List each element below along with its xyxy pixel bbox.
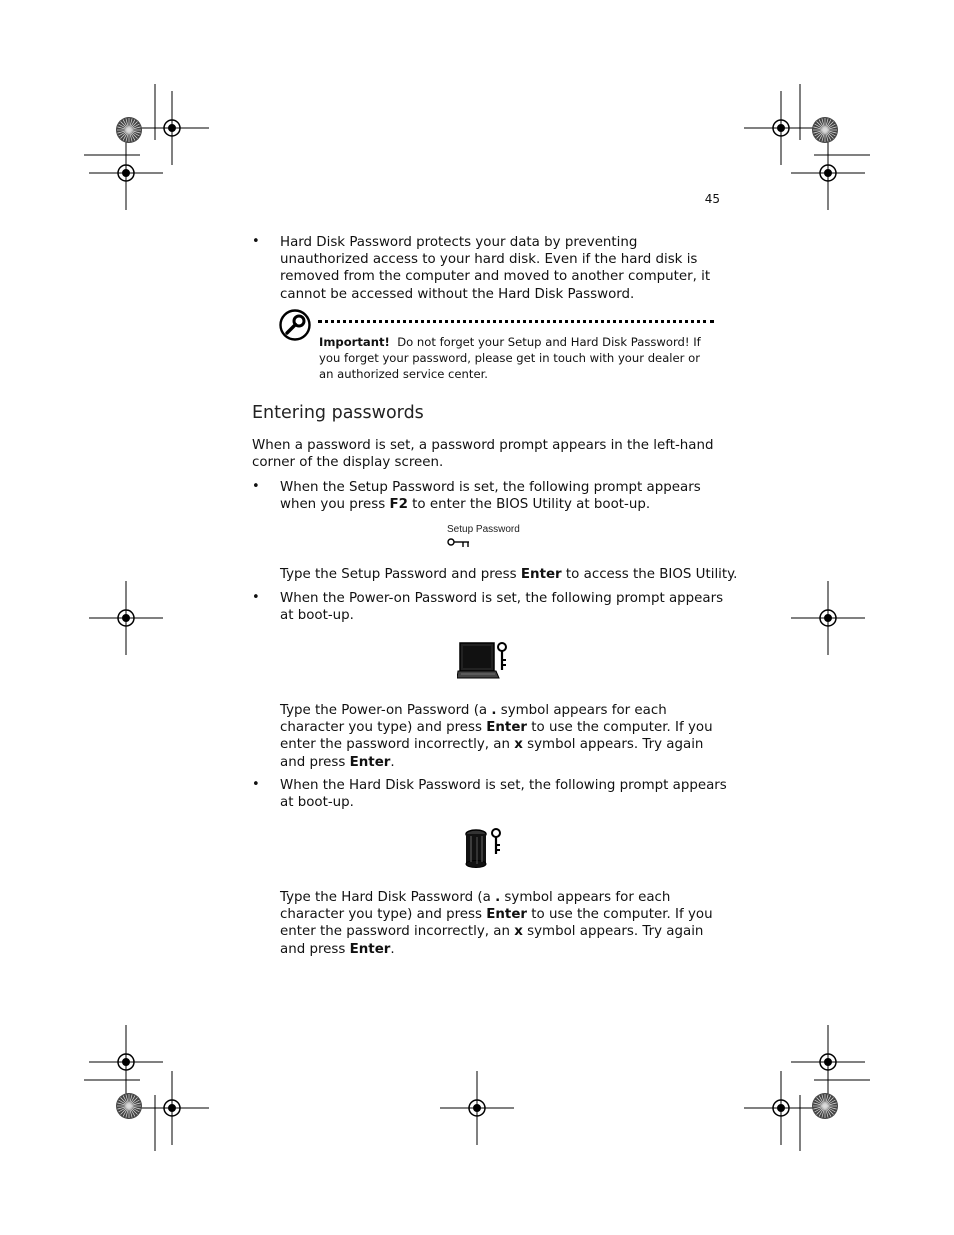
text-line: When a password is set, a password prompt appears in the left-hand bbox=[252, 438, 714, 453]
text-span: to use the computer. If you bbox=[527, 907, 713, 923]
text-line bbox=[280, 906, 730, 923]
text-span: and press bbox=[280, 941, 350, 957]
text-span: Type the Power-on Password (a bbox=[280, 703, 492, 718]
harddisk-instruction bbox=[280, 889, 730, 958]
text-span: symbol appears for each bbox=[500, 890, 671, 905]
text-line: When the Setup Password is set, the following prompt appears bbox=[280, 480, 701, 495]
disk-key-icon bbox=[463, 826, 505, 868]
note-text: Do not forget your Setup and Hard Disk Password! If bbox=[397, 335, 701, 349]
harddisk-description bbox=[280, 777, 730, 811]
text-span: symbol appears. Try again bbox=[522, 737, 704, 753]
x-symbol: x bbox=[514, 924, 523, 940]
bullet-marker: • bbox=[252, 590, 260, 605]
text-span: to use the computer. If you bbox=[527, 720, 713, 736]
key-name: Enter bbox=[520, 567, 562, 582]
text-line bbox=[280, 754, 730, 771]
poweron-instruction bbox=[280, 702, 730, 771]
bullet-marker: • bbox=[252, 777, 260, 792]
key-icon bbox=[447, 537, 471, 549]
text-line: at boot-up. bbox=[280, 795, 354, 811]
registration-mark-icon bbox=[89, 136, 163, 210]
registration-mark-icon bbox=[89, 581, 163, 655]
important-note bbox=[319, 335, 719, 382]
text-span: to access the BIOS Utility. bbox=[561, 567, 738, 582]
intro-paragraph bbox=[252, 437, 722, 471]
key-name: Enter bbox=[486, 907, 528, 923]
bullet-marker: • bbox=[252, 234, 260, 249]
text-span: symbol appears for each bbox=[496, 703, 667, 718]
text-line bbox=[280, 736, 730, 753]
text-span: character you type) and press bbox=[280, 907, 487, 923]
text-line: you forget your password, please get in touch with your dealer or bbox=[319, 350, 700, 365]
text-span: . bbox=[390, 754, 395, 770]
text-line: When the Hard Disk Password is set, the following prompt appears bbox=[280, 778, 727, 793]
setup-instruction bbox=[280, 566, 740, 583]
registration-mark-icon bbox=[791, 581, 865, 655]
text-line bbox=[280, 923, 730, 940]
laptop-key-icon bbox=[457, 640, 509, 682]
registration-mark-icon bbox=[791, 136, 865, 210]
text-line: at boot-up. bbox=[280, 608, 354, 624]
setup-prompt-label: Setup Password bbox=[447, 524, 520, 535]
registration-mark-icon bbox=[440, 1071, 514, 1145]
text-span: . bbox=[390, 941, 395, 957]
text-line: an authorized service center. bbox=[319, 366, 488, 381]
note-label: Important! bbox=[319, 335, 390, 349]
text-line: cannot be accessed without the Hard Disk Password. bbox=[280, 286, 635, 302]
text-line: removed from the computer and moved to another computer, it bbox=[280, 269, 711, 285]
starburst-icon bbox=[115, 1092, 143, 1120]
starburst-icon bbox=[811, 1092, 839, 1120]
registration-mark-icon bbox=[744, 1071, 818, 1145]
text-span: to enter the BIOS Utility at boot-up. bbox=[407, 497, 651, 513]
starburst-icon bbox=[811, 116, 839, 144]
dot-symbol: . bbox=[495, 890, 501, 905]
hdd-description bbox=[280, 234, 730, 303]
text-line bbox=[280, 496, 730, 513]
text-line: unauthorized access to your hard disk. Even if the hard disk is bbox=[280, 252, 698, 268]
key-name: Enter bbox=[349, 754, 391, 770]
text-span: and press bbox=[280, 754, 350, 770]
key-name: F2 bbox=[389, 497, 408, 513]
section-heading: Entering passwords bbox=[252, 403, 424, 423]
text-span: when you press bbox=[280, 497, 390, 513]
text-line bbox=[280, 719, 730, 736]
text-line bbox=[280, 941, 730, 958]
setup-description bbox=[280, 479, 730, 513]
x-symbol: x bbox=[514, 737, 523, 753]
text-span: symbol appears. Try again bbox=[522, 924, 704, 940]
text-span: enter the password incorrectly, an bbox=[280, 737, 515, 753]
key-name: Enter bbox=[486, 720, 528, 736]
text-span: Type the Hard Disk Password (a bbox=[280, 890, 496, 905]
bullet-marker: • bbox=[252, 479, 260, 494]
key-name: Enter bbox=[349, 941, 391, 957]
text-line: corner of the display screen. bbox=[252, 455, 444, 471]
text-span: Type the Setup Password and press bbox=[280, 567, 521, 582]
dot-symbol: . bbox=[491, 703, 497, 718]
text-span: character you type) and press bbox=[280, 720, 487, 736]
poweron-description bbox=[280, 590, 730, 624]
page-number: 45 bbox=[704, 192, 720, 206]
text-line: When the Power-on Password is set, the following prompt appears bbox=[280, 591, 724, 606]
note-divider bbox=[318, 320, 714, 323]
text-line bbox=[280, 889, 730, 906]
text-span: enter the password incorrectly, an bbox=[280, 924, 515, 940]
text-line: Hard Disk Password protects your data by preventing bbox=[280, 235, 638, 250]
starburst-icon bbox=[115, 116, 143, 144]
registration-mark-icon bbox=[135, 1071, 209, 1145]
text-line bbox=[280, 702, 730, 719]
key-circle-icon bbox=[279, 309, 311, 341]
text-line bbox=[319, 335, 719, 351]
